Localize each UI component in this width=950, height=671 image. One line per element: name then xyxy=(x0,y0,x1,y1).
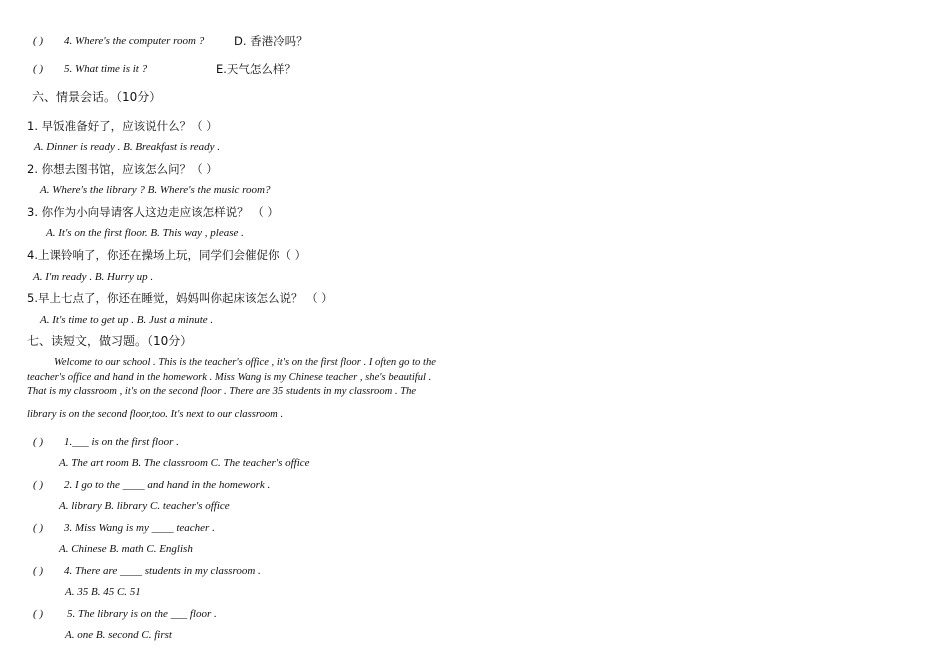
s7-question-1: 1.___ is on the first floor . xyxy=(64,436,179,448)
s6-options-5[interactable]: A. It's time to get up . B. Just a minute . xyxy=(40,314,214,326)
matching-paren-5[interactable]: ( ) xyxy=(33,63,44,75)
s7-paren-2[interactable]: ( ) xyxy=(33,479,44,491)
s7-paren-3[interactable]: ( ) xyxy=(33,522,44,534)
matching-paren-4[interactable]: ( ) xyxy=(33,35,44,47)
s7-question-2: 2. I go to the ____ and hand in the homework . xyxy=(64,479,271,491)
matching-question-5: 5. What time is it ? xyxy=(64,63,148,75)
section-7-title: 七、读短文，做习题。（10分） xyxy=(27,334,193,348)
s7-paren-5[interactable]: ( ) xyxy=(33,608,44,620)
s6-question-5: 5.早上七点了，你还在睡觉，妈妈叫你起床该怎么说？ （ ） xyxy=(27,291,333,305)
s6-question-1: 1. 早饭准备好了，应该说什么？（ ） xyxy=(27,119,218,133)
s6-options-4[interactable]: A. I'm ready . B. Hurry up . xyxy=(33,271,154,283)
passage-line-1: Welcome to our school . This is the teacher's office , it's on the first floor . I often go to the xyxy=(54,357,436,368)
passage-line-3: That is my classroom , it's on the second floor . There are 35 students in my classroom . The xyxy=(27,386,417,398)
s6-options-2[interactable]: A. Where's the library ? B. Where's the music room? xyxy=(40,184,271,196)
s7-options-5[interactable]: A. one B. second C. first xyxy=(65,629,172,641)
s6-options-3[interactable]: A. It's on the first floor. B. This way , please . xyxy=(46,227,244,239)
s7-question-4: 4. There are ____ students in my classroom . xyxy=(64,565,261,577)
s6-question-4: 4.上课铃响了，你还在操场上玩，同学们会催促你（ ） xyxy=(27,248,307,262)
reading-passage xyxy=(27,356,467,422)
s7-options-2[interactable]: A. library B. library C. teacher's office xyxy=(59,500,230,512)
matching-answer-d: D. 香港冷吗？ xyxy=(234,34,308,48)
s6-question-3: 3. 你作为小向导请客人这边走应该怎样说？ （ ） xyxy=(27,205,279,219)
s6-question-2: 2. 你想去图书馆，应该怎么问？（ ） xyxy=(27,162,218,176)
s7-options-4[interactable]: A. 35 B. 45 C. 51 xyxy=(65,586,141,598)
matching-question-4: 4. Where's the computer room ? xyxy=(64,35,205,47)
s7-paren-1[interactable]: ( ) xyxy=(33,436,44,448)
s7-options-3[interactable]: A. Chinese B. math C. English xyxy=(59,543,193,555)
s7-question-5: 5. The library is on the ___ floor . xyxy=(67,608,217,620)
s6-options-1[interactable]: A. Dinner is ready . B. Breakfast is ready . xyxy=(34,141,221,153)
section-6-title: 六、情景会话。（10分） xyxy=(32,90,162,104)
s7-paren-4[interactable]: ( ) xyxy=(33,565,44,577)
s7-options-1[interactable]: A. The art room B. The classroom C. The teacher's office xyxy=(59,457,310,469)
passage-line-2: teacher's office and hand in the homework . Miss Wang is my Chinese teacher , she's beautiful . xyxy=(27,371,432,383)
s7-question-3: 3. Miss Wang is my ____ teacher . xyxy=(64,522,215,534)
passage-line-4: library is on the second floor,too. It's next to our classroom . xyxy=(27,408,284,420)
matching-answer-e: E.天气怎么样？ xyxy=(216,62,296,76)
